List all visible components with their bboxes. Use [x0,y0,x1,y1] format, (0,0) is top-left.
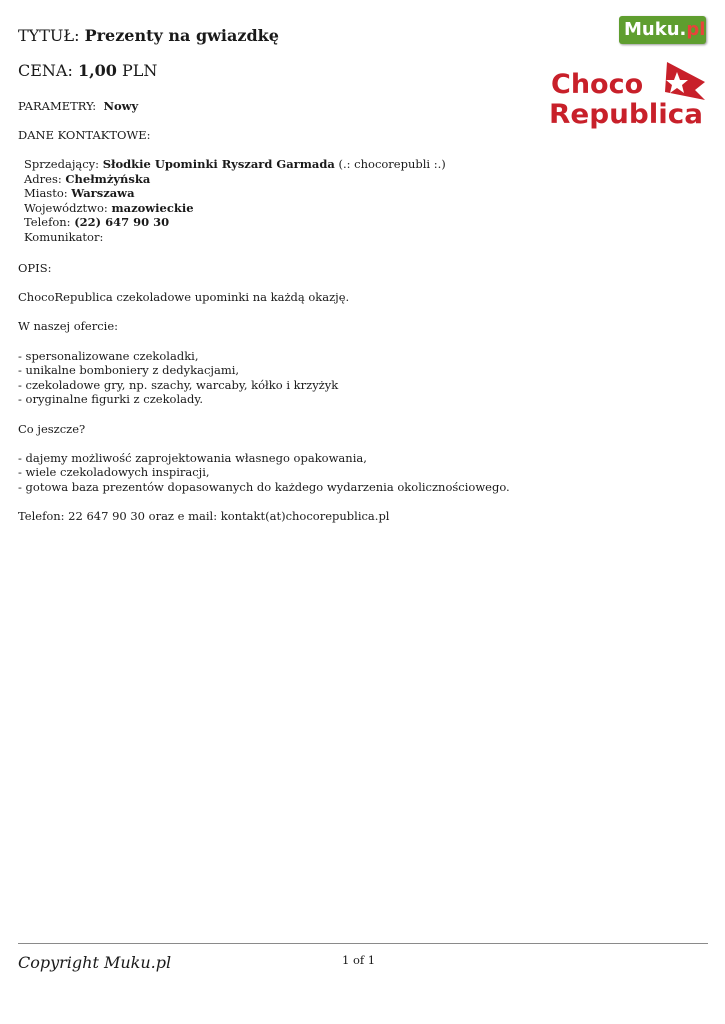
contact-details [24,157,446,245]
footer-divider [18,943,708,944]
region-label: Województwo: [24,200,108,215]
contact-heading: DANE KONTAKTOWE: [18,128,151,142]
listing-params [18,99,138,113]
phone-value: (22) 647 90 30 [74,215,170,230]
messenger-row [24,230,446,245]
listing-price [18,61,157,80]
phone-row [24,215,446,230]
choco-logo-line2: Republica [549,99,703,130]
offer-list [18,349,510,407]
title-value: Prezenty na gwiazdkę [84,26,279,45]
seller-nick: (.: chocorepubli :.) [338,157,446,171]
city-value: Warszawa [71,186,135,201]
messenger-label: Komunikator: [24,229,104,244]
muku-logo-main: Muku. [624,19,687,40]
list-item: - gotowa baza prezentów dopasowanych do każdego wydarzenia okolicznościowego. [18,479,510,494]
list-item: - unikalne bomboniery z dedykacjami, [18,363,240,378]
more-list [18,451,510,495]
more-heading: Co jeszcze? [18,421,86,436]
region-row [24,201,446,216]
phone-label: Telefon: [24,215,71,230]
price-label: CENA: [18,61,73,80]
address-label: Adres: [24,171,62,186]
listing-title [18,26,279,45]
description-heading: OPIS: [18,261,52,275]
footer-copyright: Copyright Muku.pl [18,953,172,972]
offer-heading: W naszej ofercie: [18,319,119,334]
seller-value: Słodkie Upominki Ryszard Garmada [102,157,335,171]
region-value: mazowieckie [111,200,194,215]
description-intro: ChocoRepublica czekoladowe upominki na każdą okazję. [18,290,350,305]
city-label: Miasto: [24,186,68,201]
page-number: 1 of 1 [342,953,376,967]
list-item: - wiele czekoladowych inspiracji, [18,465,210,480]
city-row [24,186,446,201]
list-item: - spersonalizowane czekoladki, [18,348,199,363]
list-item: - oryginalne figurki z czekolady. [18,392,203,407]
chocorepublica-logo [545,60,707,130]
muku-logo-suffix: pl [686,19,706,40]
description [18,261,510,538]
muku-logo [619,16,706,44]
title-label: TYTUŁ: [18,26,80,45]
price-currency: PLN [122,61,158,80]
contact-line: Telefon: 22 647 90 30 oraz e mail: kontakt(at)chocorepublica.pl [18,509,390,524]
price-value: 1,00 [77,61,117,80]
params-label: PARAMETRY: [18,99,97,113]
list-item: - czekoladowe gry, np. szachy, warcaby, kółko i krzyżyk [18,377,339,392]
address-value: Chełmżyńska [65,171,151,186]
seller-label: Sprzedający: [24,157,100,171]
address-row [24,172,446,187]
choco-logo-line1: Choco [551,69,644,100]
seller-row [24,157,446,172]
params-value: Nowy [103,99,139,113]
list-item: - dajemy możliwość zaprojektowania własnego opakowania, [18,450,367,465]
